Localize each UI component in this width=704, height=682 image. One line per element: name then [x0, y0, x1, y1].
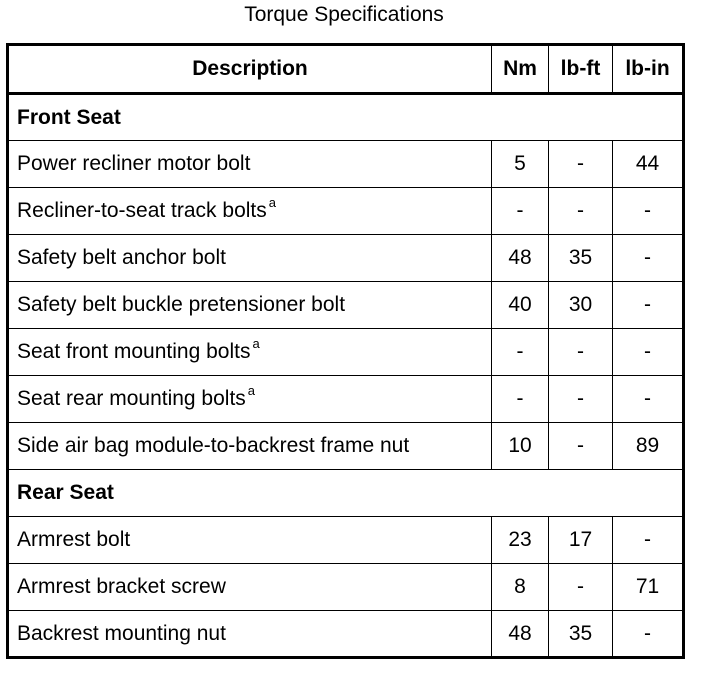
table-row: [8, 611, 684, 658]
table-row: [8, 235, 684, 282]
nm-value-cell: -: [492, 376, 549, 423]
page-title: Torque Specifications: [244, 3, 444, 26]
section-header-row: [8, 470, 684, 517]
table-body: [8, 94, 684, 658]
nm-value-cell: 40: [492, 282, 549, 329]
table-row: [8, 188, 684, 235]
description-cell: [8, 235, 492, 282]
lb-in-value-cell: 89: [613, 423, 684, 470]
description-text: Seat rear mounting bolts: [17, 387, 246, 410]
table-row: [8, 282, 684, 329]
description-cell: [8, 611, 492, 658]
lb-in-value-cell: -: [613, 235, 684, 282]
description-text: Safety belt buckle pretensioner bolt: [17, 293, 346, 316]
lb-ft-value-cell: 35: [549, 611, 613, 658]
table-row: [8, 329, 684, 376]
nm-value-cell: 8: [492, 564, 549, 611]
table-row: [8, 423, 684, 470]
nm-value-cell: 5: [492, 141, 549, 188]
footnote-marker: a: [247, 383, 256, 398]
description-text: Recliner-to-seat track bolts: [17, 199, 267, 222]
nm-value-cell: 10: [492, 423, 549, 470]
description-text: Power recliner motor bolt: [17, 152, 251, 175]
lb-in-value-cell: -: [613, 282, 684, 329]
lb-in-value-cell: 44: [613, 141, 684, 188]
description-cell: [8, 423, 492, 470]
lb-in-value-cell: -: [613, 188, 684, 235]
description-cell: [8, 517, 492, 564]
section-title: Rear Seat: [8, 470, 684, 517]
section-header-row: [8, 94, 684, 141]
description-cell: [8, 141, 492, 188]
nm-value-cell: 48: [492, 235, 549, 282]
lb-ft-value-cell: -: [549, 141, 613, 188]
description-cell: [8, 329, 492, 376]
lb-in-value-cell: -: [613, 376, 684, 423]
lb-ft-value-cell: 17: [549, 517, 613, 564]
lb-ft-value-cell: 35: [549, 235, 613, 282]
description-cell: [8, 376, 492, 423]
lb-in-value-cell: -: [613, 329, 684, 376]
description-cell: [8, 282, 492, 329]
column-header-lb-in: lb-in: [613, 45, 684, 94]
section-title: Front Seat: [8, 94, 684, 141]
description-text: Armrest bracket screw: [17, 575, 226, 598]
lb-ft-value-cell: -: [549, 564, 613, 611]
lb-ft-value-cell: -: [549, 376, 613, 423]
lb-in-value-cell: 71: [613, 564, 684, 611]
column-header-nm: Nm: [492, 45, 549, 94]
description-text: Backrest mounting nut: [17, 621, 226, 645]
table-row: [8, 517, 684, 564]
lb-in-value-cell: -: [613, 517, 684, 564]
table-row: [8, 376, 684, 423]
lb-ft-value-cell: -: [549, 188, 613, 235]
footnote-marker: a: [252, 336, 260, 351]
nm-value-cell: 23: [492, 517, 549, 564]
lb-ft-value-cell: -: [549, 423, 613, 470]
lb-in-value-cell: -: [613, 611, 684, 658]
description-text: Armrest bolt: [17, 528, 131, 551]
column-header-description: Description: [8, 45, 492, 94]
table-header-row: [8, 45, 684, 94]
description-cell: [8, 564, 492, 611]
table-row: [8, 564, 684, 611]
torque-specifications-table: [6, 43, 685, 659]
description-text: Side air bag module-to-backrest frame nut: [17, 434, 410, 457]
nm-value-cell: -: [492, 188, 549, 235]
column-header-lb-ft: lb-ft: [549, 45, 613, 94]
table-row: [8, 141, 684, 188]
description-cell: [8, 188, 492, 235]
description-text: Safety belt anchor bolt: [17, 246, 226, 269]
description-text: Seat front mounting bolts: [17, 340, 251, 363]
nm-value-cell: -: [492, 329, 549, 376]
lb-ft-value-cell: 30: [549, 282, 613, 329]
nm-value-cell: 48: [492, 611, 549, 658]
footnote-marker: a: [268, 195, 276, 210]
lb-ft-value-cell: -: [549, 329, 613, 376]
